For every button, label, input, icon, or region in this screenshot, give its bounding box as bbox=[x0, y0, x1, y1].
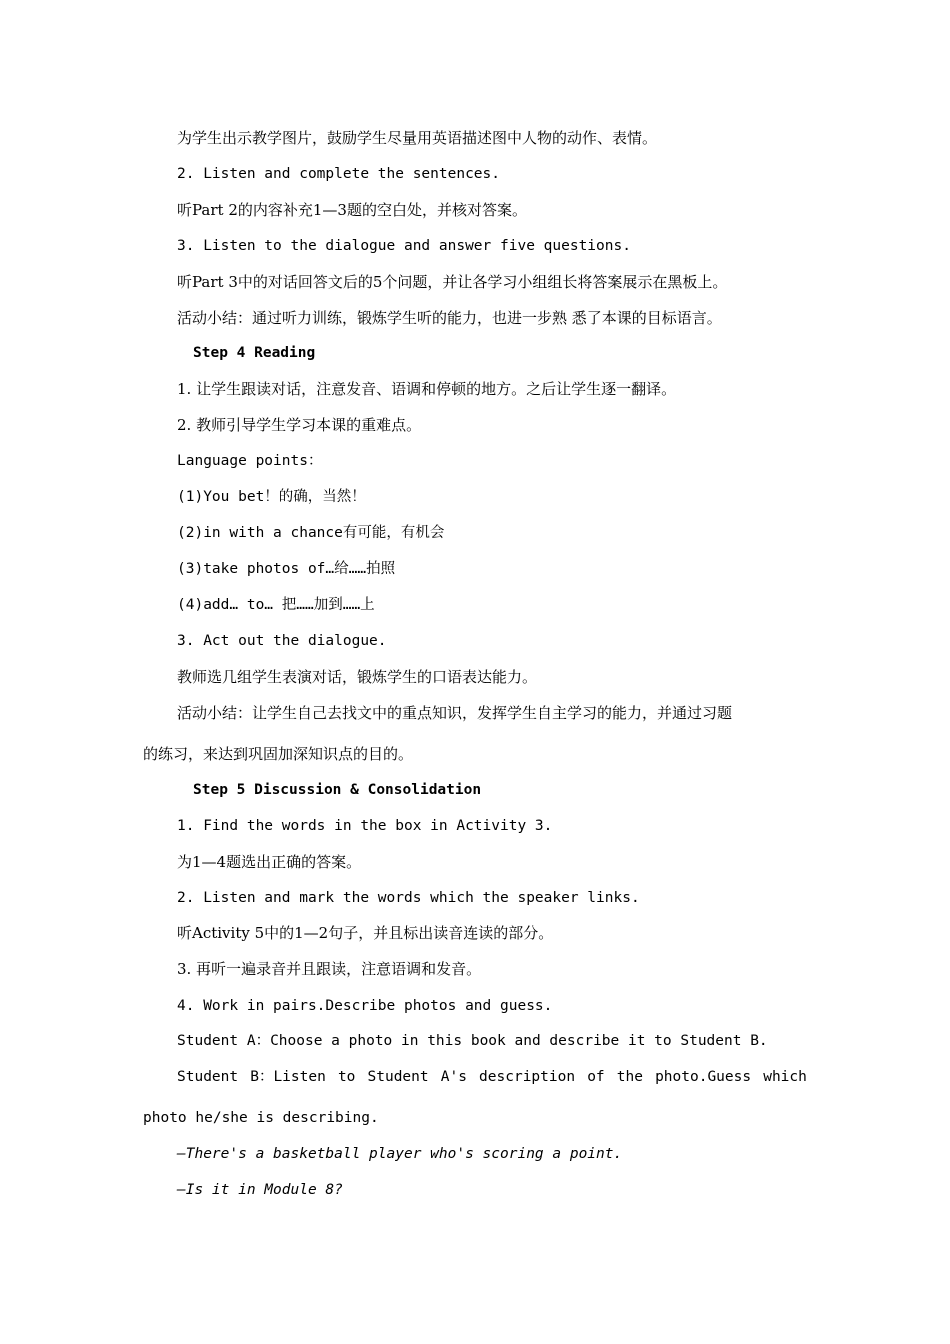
paragraph: 教师选几组学生表演对话，锻炼学生的口语表达能力。 bbox=[177, 668, 538, 686]
paragraph: 活动小结：通过听力训练，锻炼学生听的能力，也进一步熟 悉了本课的目标语言。 bbox=[177, 309, 722, 327]
example-dialogue-line: —There's a basketball player who's scoring a point. bbox=[177, 1146, 623, 1162]
example-dialogue-line: —Is it in Module 8? bbox=[177, 1182, 343, 1198]
paragraph: 听Part 2的内容补充1—3题的空白处，并核对答案。 bbox=[177, 201, 527, 219]
list-item: (4)add… to… 把……加到……上 bbox=[177, 597, 375, 613]
paragraph: 2. Listen and mark the words which the speaker links. bbox=[177, 890, 640, 906]
justified-paragraph bbox=[177, 1067, 807, 1087]
word: Student bbox=[177, 1069, 239, 1085]
paragraph: Student A：Choose a photo in this book and describe it to Student B. bbox=[177, 1033, 768, 1049]
word: Student bbox=[367, 1069, 429, 1085]
word: A's bbox=[440, 1069, 467, 1085]
paragraph: 3. 再听一遍录音并且跟读，注意语调和发音。 bbox=[177, 960, 482, 978]
paragraph: 2. 教师引导学生学习本课的重难点。 bbox=[177, 416, 422, 434]
paragraph: 为学生出示教学图片，鼓励学生尽量用英语描述图中人物的动作、表情。 bbox=[177, 129, 658, 147]
word: description bbox=[479, 1069, 576, 1085]
word: which bbox=[763, 1069, 807, 1085]
list-item: (1)You bet！的确，当然！ bbox=[177, 489, 366, 505]
paragraph-continuation: 的练习，来达到巩固加深知识点的目的。 bbox=[143, 745, 414, 763]
word: photo.Guess bbox=[655, 1069, 752, 1085]
paragraph: Language points： bbox=[177, 453, 323, 469]
paragraph: 1. 让学生跟读对话，注意发音、语调和停顿的地方。之后让学生逐一翻译。 bbox=[177, 380, 677, 398]
list-item: (2)in with a chance有可能，有机会 bbox=[177, 525, 445, 541]
paragraph: 3. Listen to the dialogue and answer five questions. bbox=[177, 238, 631, 254]
paragraph: 2. Listen and complete the sentences. bbox=[177, 166, 501, 182]
paragraph: 1. Find the words in the box in Activity 3. bbox=[177, 818, 553, 834]
paragraph: 听Part 3中的对话回答文后的5个问题，并让各学习小组组长将答案展示在黑板上。 bbox=[177, 273, 728, 291]
section-heading: Step 5 Discussion & Consolidation bbox=[193, 782, 482, 798]
word: B：Listen bbox=[250, 1069, 326, 1085]
paragraph: 4. Work in pairs.Describe photos and guess. bbox=[177, 998, 553, 1014]
paragraph: 活动小结：让学生自己去找文中的重点知识，发挥学生自主学习的能力，并通过习题 bbox=[177, 704, 733, 722]
word: the bbox=[616, 1069, 643, 1085]
paragraph: 3. Act out the dialogue. bbox=[177, 633, 387, 649]
word: to bbox=[337, 1069, 356, 1085]
word: of bbox=[587, 1069, 605, 1085]
paragraph: 为1—4题选出正确的答案。 bbox=[177, 853, 362, 871]
paragraph-continuation: photo he/she is describing. bbox=[143, 1110, 379, 1126]
paragraph: 听Activity 5中的1—2句子，并且标出读音连读的部分。 bbox=[177, 924, 554, 942]
section-heading: Step 4 Reading bbox=[193, 345, 316, 361]
list-item: (3)take photos of…给……拍照 bbox=[177, 561, 396, 577]
